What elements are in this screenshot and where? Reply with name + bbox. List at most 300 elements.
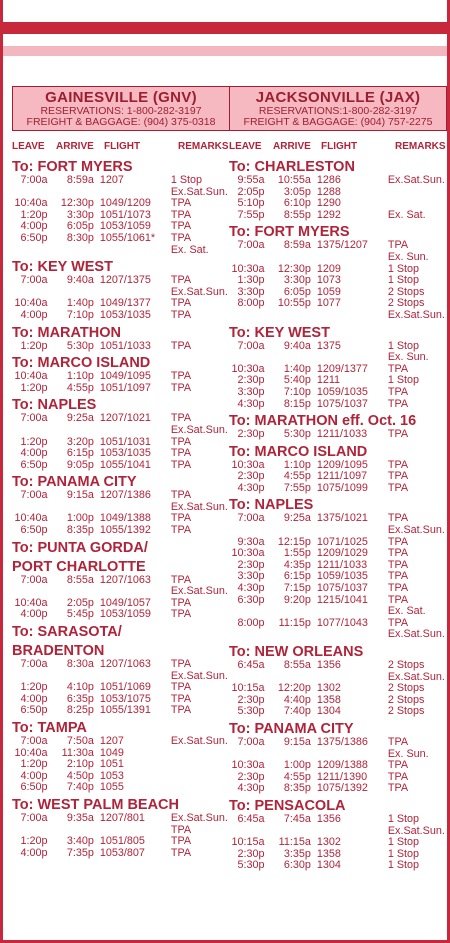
reservations-line: RESERVATIONS:1-800-282-3197 <box>258 105 418 117</box>
remarks: TPA <box>170 381 192 394</box>
leave-time: 6:45a <box>237 812 265 825</box>
flight-number: 1053 <box>99 769 124 782</box>
arrive-time: 8:35p <box>66 524 94 537</box>
arrive-time: 8:30a <box>66 658 94 671</box>
flight-number: 1358 <box>316 847 341 860</box>
leave-time: 2:30p <box>237 770 265 783</box>
flight-number: 1302 <box>316 682 341 695</box>
flight-row <box>12 233 230 245</box>
flight-number: 1286 <box>316 174 341 186</box>
flight-number: 1059/1035 <box>316 385 368 398</box>
arrive-time: 4:55p <box>66 381 94 394</box>
flight-number: 1304 <box>316 859 341 872</box>
flight-row <box>12 782 230 794</box>
arrive-time: 8:30p <box>66 231 94 244</box>
flight-number: 1049/1095 <box>99 370 151 383</box>
arrive-time: 8:55p <box>283 208 311 221</box>
destination-heading: To: MARCO ISLAND <box>12 355 151 372</box>
flight-row <box>229 525 447 537</box>
remarks: TPA <box>387 735 409 748</box>
flight-number: 1053/1075 <box>99 692 151 705</box>
remarks: 1 Stop <box>387 274 420 287</box>
flight-number: 1356 <box>316 659 341 671</box>
leave-time: 4:30p <box>237 782 265 795</box>
flight-row <box>12 448 230 460</box>
remarks: TPA <box>170 208 192 221</box>
arrive-time: 1:40p <box>66 297 94 310</box>
remarks: 1 Stop <box>387 859 420 872</box>
leave-time: 3:30p <box>237 385 265 398</box>
flight-row <box>12 175 230 187</box>
flight-number: 1358 <box>316 693 341 706</box>
leave-time: 10:30a <box>231 362 265 375</box>
remarks: Ex. Sun. <box>387 250 429 263</box>
remarks: TPA <box>387 458 409 471</box>
leave-time: 10:30a <box>231 262 265 275</box>
leave-time: 6:50p <box>20 231 48 244</box>
header-leave: LEAVE <box>12 141 45 152</box>
flight-number: 1209/1377 <box>316 362 368 375</box>
flight-number: 1211/1390 <box>316 770 368 783</box>
remarks: Ex.Sat.Sun. <box>170 500 228 513</box>
arrive-time: 7:35p <box>66 846 94 859</box>
destination-heading: To: SARASOTA/ <box>12 624 122 641</box>
remarks: Ex.Sat.Sun. <box>387 174 445 186</box>
flight-number: 1055/1061* <box>99 231 156 244</box>
destination-heading: To: NAPLES <box>12 397 97 414</box>
flight-number: 1375/1207 <box>316 239 368 252</box>
header-leave: LEAVE <box>229 141 262 152</box>
remarks: TPA <box>170 274 192 287</box>
remarks: 1 Stop <box>387 339 420 352</box>
flight-number <box>94 245 171 257</box>
remarks: Ex.Sat.Sun. <box>170 669 228 682</box>
remarks: TPA <box>170 458 192 471</box>
arrive-time: 6:10p <box>283 197 311 210</box>
flight-number: 1051/1097 <box>99 381 151 394</box>
remarks: TPA <box>387 535 409 548</box>
leave-time: 2:30p <box>237 428 265 441</box>
arrive-time <box>265 629 311 641</box>
leave-time <box>229 629 265 641</box>
flight-number: 1207/1021 <box>99 412 151 425</box>
destination-heading: To: PENSACOLA <box>229 797 346 814</box>
remarks: TPA <box>170 231 192 244</box>
leave-time: 10:40a <box>14 746 48 759</box>
header-arrive: ARRIVE <box>56 141 94 152</box>
leave-time: 10:40a <box>14 197 48 210</box>
arrive-time: 9:40a <box>66 274 94 287</box>
flight-number: 1049 <box>99 746 124 759</box>
arrive-time: 3:35p <box>283 847 311 860</box>
destination-heading: To: PANAMA CITY <box>12 474 137 491</box>
flight-number <box>311 310 388 322</box>
arrive-time: 12:20p <box>277 682 311 695</box>
remarks: Ex.Sat.Sun. <box>170 423 228 436</box>
remarks: TPA <box>170 681 192 694</box>
arrive-time: 3:05p <box>283 185 311 198</box>
flight-number: 1077 <box>316 297 341 310</box>
arrive-time: 8:59a <box>283 239 311 252</box>
flight-number: 1209/1388 <box>316 759 368 772</box>
arrive-time: 6:05p <box>283 285 311 298</box>
flight-row <box>12 425 230 437</box>
remarks: Ex.Sat.Sun. <box>170 585 228 598</box>
remarks: TPA <box>170 512 192 525</box>
remarks: TPA <box>170 704 192 717</box>
leave-time: 4:00p <box>20 692 48 705</box>
remarks: TPA <box>387 362 409 375</box>
flight-number <box>311 352 388 364</box>
remarks: TPA <box>387 558 409 571</box>
arrive-time: 9:25a <box>283 512 311 525</box>
remarks: TPA <box>387 470 409 483</box>
remarks <box>171 771 230 783</box>
leave-time: 9:55a <box>237 174 265 186</box>
leave-time: 7:00a <box>237 339 265 352</box>
destination-heading: To: FORT MYERS <box>229 224 350 241</box>
destination-heading: BRADENTON <box>12 643 105 660</box>
remarks: TPA <box>170 596 192 609</box>
flight-row <box>229 783 447 795</box>
flight-number <box>94 425 171 437</box>
flight-number: 1209/1095 <box>316 458 368 471</box>
leave-time: 10:40a <box>14 370 48 383</box>
arrive-time: 11:15a <box>278 836 311 849</box>
leave-time: 2:30p <box>237 374 265 387</box>
arrive-time: 8:59a <box>66 174 94 186</box>
arrive-time: 1:00p <box>66 512 94 525</box>
leave-time: 1:20p <box>20 758 48 771</box>
leave-time: 7:00a <box>20 489 48 502</box>
remarks: Ex.Sat.Sun. <box>170 811 228 824</box>
leave-time: 3:30p <box>237 570 265 583</box>
remarks: 1 Stop <box>387 374 420 387</box>
remarks: TPA <box>170 197 192 210</box>
flight-number: 1209 <box>316 262 341 275</box>
flight-number: 1304 <box>316 705 341 718</box>
arrive-time: 7:50a <box>66 735 94 747</box>
remarks: TPA <box>170 573 192 586</box>
remarks: Ex.Sat.Sun. <box>170 185 228 198</box>
destination-heading: To: TAMPA <box>12 720 87 736</box>
leave-time: 10:40a <box>14 596 48 609</box>
header-flight: FLIGHT <box>321 141 358 152</box>
leave-time: 7:00a <box>20 174 48 186</box>
remarks: Ex.Sat.Sun. <box>387 670 445 683</box>
flight-number: 1375/1021 <box>316 512 368 525</box>
remarks: TPA <box>170 658 192 671</box>
leave-time: 7:00a <box>20 412 48 425</box>
flight-row <box>12 609 230 621</box>
arrive-time: 7:40p <box>283 705 311 718</box>
remarks: Ex.Sat.Sun. <box>170 735 228 747</box>
arrive-time: 2:05p <box>66 596 94 609</box>
leave-time: 2:30p <box>237 558 265 571</box>
leave-time: 5:10p <box>237 197 265 210</box>
leave-time: 7:00a <box>20 573 48 586</box>
remarks: 2 Stops <box>387 659 425 671</box>
leave-time: 10:40a <box>14 297 48 310</box>
remarks: TPA <box>170 370 192 383</box>
remarks: Ex. Sat. <box>387 605 426 618</box>
flight-row <box>12 371 230 383</box>
remarks <box>171 748 230 760</box>
flight-row <box>229 760 447 772</box>
arrive-time: 9:15a <box>66 489 94 502</box>
flight-row <box>12 836 230 848</box>
remarks: TPA <box>387 782 409 795</box>
leave-time: 10:30a <box>231 458 265 471</box>
destination-heading: To: KEY WEST <box>12 259 113 276</box>
flight-row <box>229 483 447 495</box>
destination-heading: To: PUNTA GORDA/ <box>12 539 148 556</box>
header-arrive: ARRIVE <box>273 141 311 152</box>
arrive-time: 9:20p <box>283 593 311 606</box>
leave-time: 4:00p <box>20 769 48 782</box>
flight-number: 1077/1043 <box>316 616 368 629</box>
arrive-time: 7:10p <box>283 385 311 398</box>
arrive-time: 4:55p <box>283 470 311 483</box>
leave-time: 4:00p <box>20 308 48 321</box>
flight-number: 1051 <box>99 758 124 771</box>
leave-time: 8:00p <box>237 616 265 629</box>
arrive-time <box>265 310 311 322</box>
leave-time: 4:30p <box>237 397 265 410</box>
remarks: Ex. Sun. <box>387 351 429 364</box>
arrive-time: 1:40p <box>283 362 311 375</box>
remarks: TPA <box>170 297 192 310</box>
remarks: TPA <box>387 593 409 606</box>
leave-time: 6:45a <box>237 659 265 671</box>
flight-number: 1375/1386 <box>316 735 368 748</box>
remarks <box>171 782 230 794</box>
flight-number: 1049/1209 <box>99 197 151 210</box>
flight-number <box>311 525 388 537</box>
leave-time: 7:00a <box>237 735 265 748</box>
leave-time: 3:30p <box>237 285 265 298</box>
flight-number: 1211/1033 <box>316 428 368 441</box>
remarks: TPA <box>170 608 192 621</box>
leave-time: 9:30a <box>237 535 265 548</box>
flight-number: 1059 <box>316 285 341 298</box>
schedule-list <box>12 160 230 859</box>
leave-time: 7:00a <box>20 658 48 671</box>
flight-number: 1053/807 <box>99 846 145 859</box>
header-remarks: REMARKS <box>395 141 446 152</box>
arrive-time: 1:10p <box>283 458 311 471</box>
leave-time: 1:30p <box>237 274 265 287</box>
remarks: TPA <box>387 547 409 560</box>
flight-row <box>229 837 447 849</box>
flight-number: 1053/1035 <box>99 447 151 460</box>
remarks: Ex. Sat. <box>170 243 209 256</box>
remarks: 2 Stops <box>387 682 425 695</box>
arrive-time: 3:40p <box>66 835 94 848</box>
flight-row <box>12 341 230 353</box>
remarks: TPA <box>387 616 409 629</box>
city-header-box <box>12 86 230 131</box>
remarks: TPA <box>170 412 192 425</box>
remarks <box>388 187 447 199</box>
flight-row <box>229 399 447 411</box>
arrive-time: 8:35p <box>283 782 311 795</box>
leave-time: 1:20p <box>20 681 48 694</box>
remarks: TPA <box>170 692 192 705</box>
flight-row <box>12 525 230 537</box>
leave-time: 7:00a <box>20 274 48 287</box>
flight-row <box>229 310 447 322</box>
leave-time: 10:15a <box>231 682 265 695</box>
gainesville-column <box>12 86 230 859</box>
arrive-time: 9:40a <box>283 339 311 352</box>
remarks: TPA <box>170 823 192 836</box>
arrive-time <box>265 252 311 264</box>
leave-time <box>229 525 265 537</box>
remarks: 2 Stops <box>387 297 425 310</box>
flight-number: 1211/1033 <box>316 558 368 571</box>
flight-row <box>12 460 230 472</box>
flight-number: 1049/1057 <box>99 596 151 609</box>
flight-row <box>12 245 230 257</box>
remarks: TPA <box>170 220 192 233</box>
flight-row <box>229 814 447 826</box>
flight-number: 1059/1035 <box>316 570 368 583</box>
leave-time <box>229 252 265 264</box>
flight-row <box>229 706 447 718</box>
leave-time: 7:00a <box>237 239 265 252</box>
flight-number: 1290 <box>316 197 341 210</box>
destination-heading: To: PANAMA CITY <box>229 720 354 737</box>
flight-number: 1075/1099 <box>316 481 368 494</box>
arrive-time <box>265 525 311 537</box>
remarks: 1 Stop <box>387 262 420 275</box>
remarks: Ex. Sat. <box>387 208 426 221</box>
arrive-time: 6:15p <box>66 447 94 460</box>
arrive-time: 5:30p <box>66 339 94 352</box>
arrive-time: 9:25a <box>66 412 94 425</box>
flight-number: 1053/1059 <box>99 608 151 621</box>
leave-time: 8:00p <box>237 297 265 310</box>
destination-heading: To: NEW ORLEANS <box>229 644 364 660</box>
leave-time: 6:50p <box>20 524 48 537</box>
remarks: TPA <box>170 489 192 502</box>
flight-row <box>229 660 447 672</box>
flight-row <box>12 705 230 717</box>
flight-number: 1375 <box>316 339 341 352</box>
flight-number: 1211 <box>316 374 341 387</box>
remarks: TPA <box>387 239 409 252</box>
flight-number: 1051/1073 <box>99 208 151 221</box>
city-title: JACKSONVILLE (JAX) <box>255 89 421 106</box>
arrive-time <box>265 352 311 364</box>
flight-number: 1055/1391 <box>99 704 151 717</box>
flight-number: 1215/1041 <box>316 593 368 606</box>
remarks: TPA <box>387 570 409 583</box>
arrive-time: 6:35p <box>66 692 94 705</box>
leave-time: 1:20p <box>20 381 48 394</box>
arrive-time: 4:50p <box>66 769 94 782</box>
flight-number: 1207 <box>99 174 124 186</box>
leave-time: 4:00p <box>20 608 48 621</box>
flight-number: 1207/801 <box>99 811 145 824</box>
flight-number: 1075/1037 <box>316 397 368 410</box>
flight-row <box>229 210 447 222</box>
remarks: TPA <box>387 512 409 525</box>
remarks: TPA <box>170 308 192 321</box>
remarks: Ex.Sat.Sun. <box>387 308 445 321</box>
flight-row <box>12 848 230 860</box>
arrive-time: 5:45p <box>66 608 94 621</box>
leave-time: 7:55p <box>237 208 265 221</box>
leave-time: 2:30p <box>237 847 265 860</box>
remarks: TPA <box>170 846 192 859</box>
column-headers <box>229 141 447 154</box>
leave-time <box>229 352 265 364</box>
arrive-time: 4:55p <box>283 770 311 783</box>
remarks: Ex.Sat.Sun. <box>387 628 445 641</box>
flight-number: 1055/1041 <box>99 458 151 471</box>
remarks: TPA <box>170 835 192 848</box>
arrive-time: 7:10p <box>66 308 94 321</box>
arrive-time: 8:55a <box>283 659 311 671</box>
leave-time: 5:30p <box>237 705 265 718</box>
flight-number: 1207/1063 <box>99 658 151 671</box>
remarks: Ex. Sun. <box>387 747 429 760</box>
remarks: 1 Stop <box>170 174 203 186</box>
schedule-list <box>229 160 447 872</box>
flight-number: 1049/1388 <box>99 512 151 525</box>
remarks: 1 Stop <box>387 847 420 860</box>
leave-time <box>12 425 48 437</box>
destination-heading: To: CHARLESTON <box>229 159 355 175</box>
destination-heading: To: NAPLES <box>229 497 314 514</box>
arrive-time: 9:15a <box>283 735 311 748</box>
arrive-time: 7:15p <box>283 582 311 595</box>
flight-number: 1207/1063 <box>99 573 151 586</box>
flight-number: 1356 <box>316 812 341 825</box>
destination-heading: To: KEY WEST <box>229 324 330 341</box>
remarks: TPA <box>170 524 192 537</box>
arrive-time: 8:55a <box>66 573 94 586</box>
leave-time: 1:20p <box>20 435 48 448</box>
leave-time: 2:05p <box>237 185 265 198</box>
arrive-time: 3:30p <box>283 274 311 287</box>
leave-time <box>12 245 48 257</box>
arrive-time: 6:15p <box>283 570 311 583</box>
arrive-time: 12:30p <box>277 262 311 275</box>
leave-time: 10:30a <box>231 759 265 772</box>
destination-heading: To: MARCO ISLAND <box>229 443 368 460</box>
arrive-time: 9:05p <box>66 458 94 471</box>
freight-line: FREIGHT & BAGGAGE: (904) 757-2275 <box>243 116 433 128</box>
flight-number: 1055/1392 <box>99 524 151 537</box>
leave-time: 4:00p <box>20 447 48 460</box>
leave-time: 4:00p <box>20 846 48 859</box>
remarks: TPA <box>387 759 409 772</box>
remarks: TPA <box>387 770 409 783</box>
leave-time: 1:20p <box>20 208 48 221</box>
remarks: TPA <box>387 428 409 441</box>
flight-number: 1053/1059 <box>99 220 151 233</box>
leave-time: 4:30p <box>237 582 265 595</box>
arrive-time: 6:30p <box>283 859 311 872</box>
remarks: TPA <box>387 385 409 398</box>
arrive-time: 7:55p <box>283 481 311 494</box>
arrive-time: 8:15p <box>283 397 311 410</box>
leave-time: 7:00a <box>237 512 265 525</box>
arrive-time: 6:05p <box>66 220 94 233</box>
